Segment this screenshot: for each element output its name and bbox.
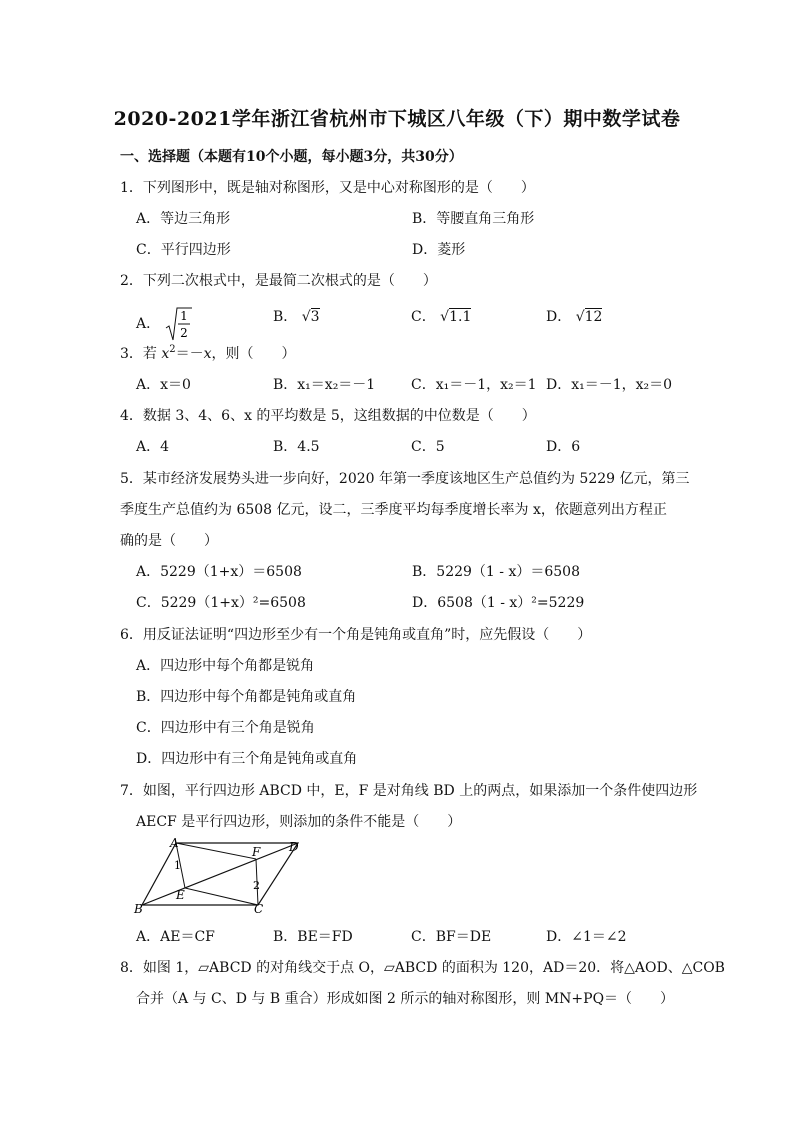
question-6-option-c: C．四边形中有三个角是锐角	[136, 720, 315, 736]
question-5-option-d: D．6508（1 - x）²=5229	[412, 595, 585, 611]
radicand: 3	[310, 309, 320, 325]
question-1-option-c: C．平行四边形	[136, 242, 231, 258]
question-5-line-3: 确的是（ ）	[120, 533, 218, 549]
label-b: B	[134, 902, 143, 915]
radicand: 1.1	[449, 309, 472, 325]
question-1-option-d: D．菱形	[412, 242, 466, 258]
option-label: B．	[273, 309, 298, 325]
question-7-line-2: AECF 是平行四边形，则添加的条件不能是（ ）	[136, 814, 462, 830]
question-7-option-b: B．BE＝FD	[273, 929, 353, 945]
sqrt-icon: √	[575, 309, 585, 325]
section-heading: 一、选择题（本题有10个小题，每小题3分，共30分）	[120, 149, 463, 165]
question-5-option-b: B．5229（1 - x）＝6508	[412, 564, 580, 580]
question-2-option-b	[273, 306, 320, 326]
question-5-option-c: C．5229（1+x）²=6508	[136, 595, 306, 611]
label-c: C	[254, 902, 264, 915]
question-4-option-b: B．4.5	[273, 439, 320, 455]
fraction-denominator: 2	[179, 326, 188, 340]
sqrt-icon: √	[301, 309, 311, 325]
question-7-line-1: 7．如图，平行四边形 ABCD 中，E，F 是对角线 BD 上的两点，如果添加一个条件使四边形	[120, 783, 698, 799]
question-7-option-d: D．∠1＝∠2	[546, 929, 627, 945]
question-6-option-d: D．四边形中有三个角是钝角或直角	[136, 751, 358, 767]
question-4-stem: 4．数据 3、4、6、x 的平均数是 5，这组数据的中位数是（ ）	[120, 408, 536, 424]
variable: x	[203, 346, 212, 362]
option-label: D．	[546, 309, 572, 325]
question-6-option-b: B．四边形中每个角都是钝角或直角	[136, 689, 357, 705]
question-3-stem	[120, 343, 296, 363]
label-angle-1: 1	[174, 859, 181, 872]
page-title: 2020-2021学年浙江省杭州市下城区八年级（下）期中数学试卷	[113, 108, 681, 130]
fraction-numerator: 1	[179, 309, 188, 323]
segment-af	[176, 843, 256, 859]
question-6-option-a: A．四边形中每个角都是锐角	[136, 658, 315, 674]
label-angle-2: 2	[253, 879, 260, 892]
variable: x	[161, 346, 170, 362]
parallelogram-figure	[132, 835, 312, 915]
exponent: 2	[169, 344, 176, 355]
question-2-option-a	[136, 306, 193, 342]
question-7-option-c: C．BF＝DE	[411, 929, 492, 945]
label-e: E	[176, 888, 185, 902]
label-f: F	[252, 845, 261, 859]
radicand: 12	[584, 309, 603, 325]
question-5-line-2: 季度生产总值约为 6508 亿元，设二，三季度平均每季度增长率为 x，依题意列出方程正	[120, 502, 667, 518]
question-3-option-a: A．x＝0	[136, 377, 191, 393]
question-6-stem: 6．用反证法证明“四边形至少有一个角是钝角或直角”时，应先假设（ ）	[120, 627, 592, 643]
stem-text: ，则（ ）	[211, 346, 296, 362]
question-3-option-c: C．x₁＝－1，x₂＝1	[411, 377, 537, 393]
question-3-option-d: D．x₁＝－1，x₂＝0	[546, 377, 673, 393]
question-8-line-1: 8．如图 1，▱ABCD 的对角线交于点 O，▱ABCD 的面积为 120，AD＝20．将△AOD、△COB	[120, 960, 725, 976]
question-2-option-d	[546, 306, 602, 326]
label-a: A	[170, 836, 179, 850]
question-2-stem: 2．下列二次根式中，是最简二次根式的是（ ）	[120, 273, 437, 289]
sqrt-fraction-icon	[165, 306, 193, 342]
question-4-option-d: D．6	[546, 439, 581, 455]
question-4-option-a: A．4	[136, 439, 170, 455]
stem-text: 3．若	[120, 346, 162, 362]
question-8-line-2: 合并（A 与 C、D 与 B 重合）形成如图 2 所示的轴对称图形，则 MN+PQ＝（ ）	[136, 991, 675, 1007]
question-7-option-a: A．AE＝CF	[136, 929, 215, 945]
question-1-option-a: A．等边三角形	[136, 211, 231, 227]
question-4-option-c: C．5	[411, 439, 445, 455]
stem-text: ＝－	[175, 346, 204, 362]
question-1-stem: 1．下列图形中，既是轴对称图形，又是中心对称图形的是（ ）	[120, 180, 535, 196]
segment-ec	[185, 888, 258, 905]
question-1-option-b: B．等腰直角三角形	[412, 211, 535, 227]
question-5-option-a: A．5229（1+x）＝6508	[136, 564, 302, 580]
option-label: A．	[136, 316, 161, 332]
label-d: D	[289, 840, 299, 854]
sqrt-icon: √	[440, 309, 450, 325]
question-2-option-c	[411, 306, 471, 326]
option-label: C．	[411, 309, 436, 325]
question-5-line-1: 5．某市经济发展势头进一步向好，2020 年第一季度该地区生产总值约为 5229 亿元，第三	[120, 471, 690, 487]
question-3-option-b: B．x₁＝x₂＝－1	[273, 377, 376, 393]
